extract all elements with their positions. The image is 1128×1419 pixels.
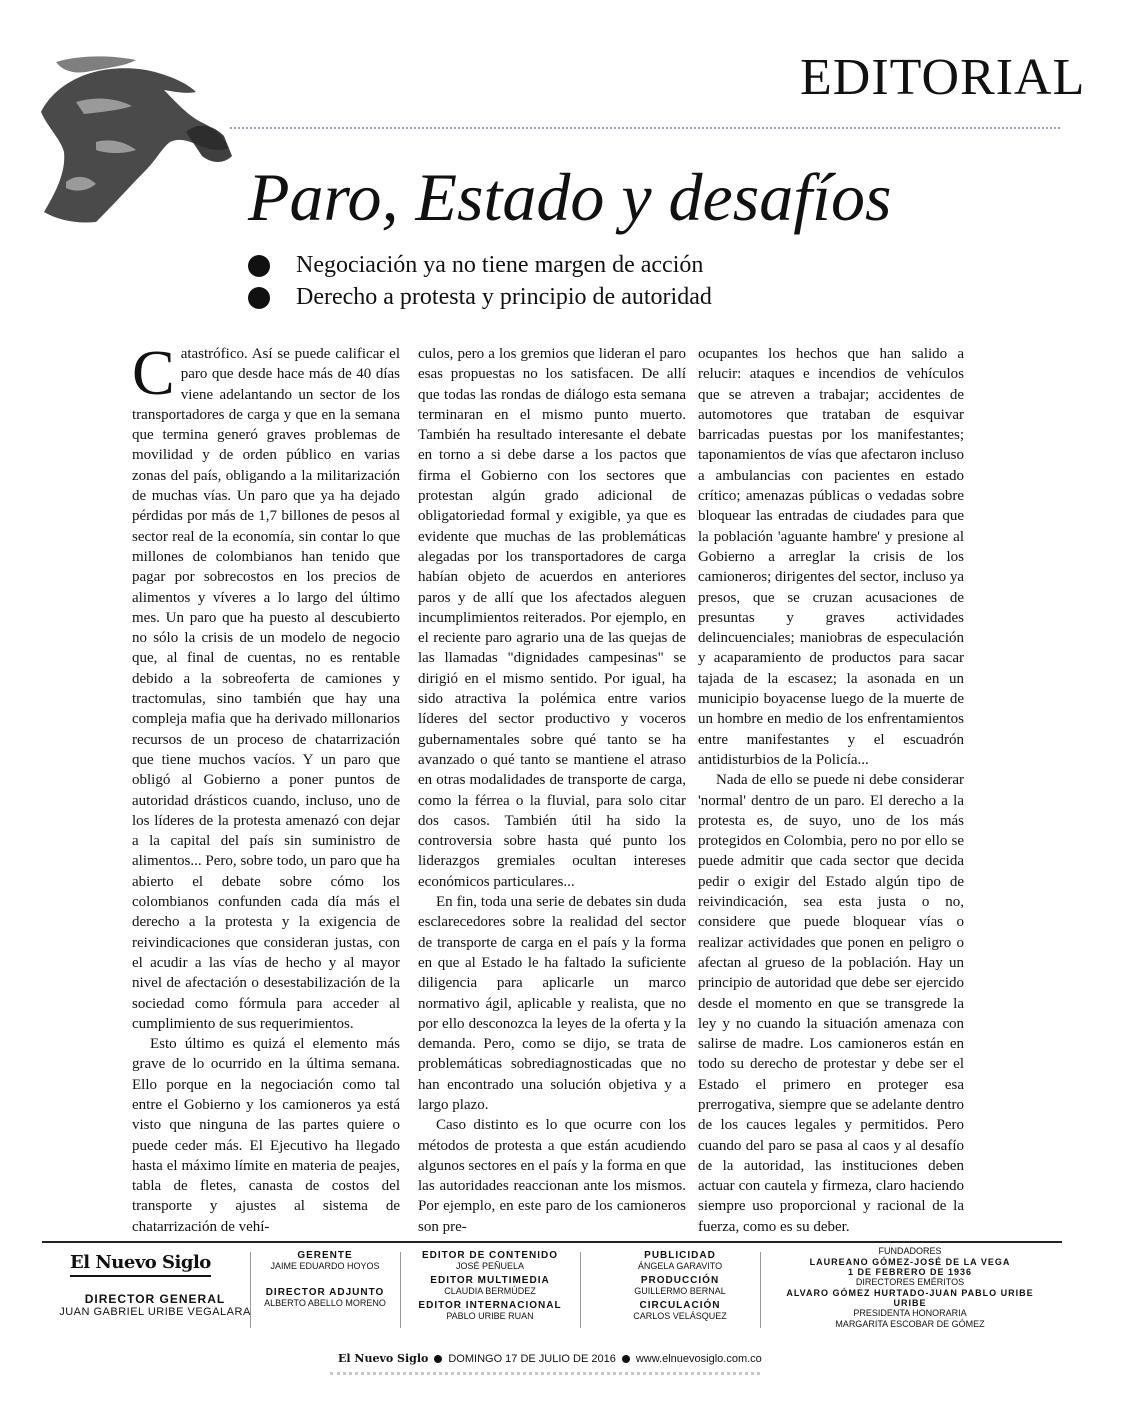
footer-dot-icon: [434, 1355, 442, 1363]
subheading-bullet: [248, 284, 712, 311]
drop-cap: C: [132, 337, 175, 408]
footer-dot-icon: [622, 1355, 630, 1363]
footer-url: www.elnuevosiglo.com.co: [635, 1352, 762, 1365]
article-paragraph: En fin, toda una serie de debates sin duda esclarecedores sobre la realidad del sector de transporte de carga en el país y la forma en que al Estado le ha faltado la suficiente diligencia para aplicarle un marco normativo ágil, aplicable y realista, que no por ello desconozca la leyes de la oferta y la demanda. Pero, como se dijo, se trata de problemáticas sobrediagnosticadas que no han encontrado una solución objetiva y a largo plazo.: [418, 894, 686, 1113]
bullet-dot-icon: [248, 255, 270, 277]
footer-brand: El Nuevo Siglo: [338, 1352, 429, 1365]
masthead-block-fundadores: FUNDADORES LAUREANO GÓMEZ-JOSÉ DE LA VEGA 1 DE FEBRERO DE 1936 DIRECTORES EMÉRITOS ALVARO GÓMEZ HURTADO-JUAN PABLO URIBE URIBE PRESIDENTA HONORARIA MARGARITA ESCOBAR DE GÓMEZ: [786, 1246, 1034, 1329]
subheading-text: Derecho a protesta y principio de autoridad: [296, 284, 712, 310]
bullet-dot-icon: [248, 287, 270, 309]
article-paragraph: Nada de ello se puede ni debe considerar 'normal' dentro de un paro. El derecho a la protesta es, de suyo, uno de los más protegidos en Colombia, pero no por ello se puede admitir que cada sector que decida pedir o exigir del Estado algún tipo de reivindicación, sea esta justa o no, considere que puede bloquear vías o realizar actividades que ponen en peligro o afectan al grueso de la población. Hay un principio de autoridad que debe ser ejercido desde el momento en que se transgrede la ley y no cuando la situación amenaza con salirse de madre. Los camioneros están en todo su derecho de protestar y debe ser el Estado el primero en proteger esa prerrogativa, siempre que se adelante dentro de los cauces legales y permitidos. Pero cuando del paro se pasa al caos y al desafío de la autoridad, las instituciones deben actuar con cautela y firmeza, claro haciendo siempre uso proporcional y racional de la fuerza, como es su deber.: [698, 772, 964, 1235]
print-artifact: [330, 1372, 760, 1383]
subheading-text: Negociación ya no tiene margen de acción: [296, 252, 704, 278]
article-paragraph: Esto último es quizá el elemento más grave de lo ocurrido en la última semana. Ello porque en la negociación como tal entre el Gobierno y los camioneros ya está visto que ninguna de las partes quiere o puede ceder más. El Ejecutivo ha llegado hasta el máximo límite en materia de peajes, tabla de fletes, canasta de costos del transporte y ajustes al sistema de chatarrización de vehí-: [132, 1036, 400, 1235]
article-paragraph: culos, pero a los gremios que lideran el paro esas propuestas no los satisfacen. De allí que todas las rondas de diálogo esta semana terminaran en el mismo punto muerto. También ha resultado interesante el debate en torno a si debe darse a los pactos que firma el Gobierno con los sectores que protestan algún grado adicional de obligatoriedad formal y exigible, ya que es evidente que muchas de las problemáticas alegadas por los transportadores de carga habían objeto de acuerdos en anteriores paros y de allí que los afectados aleguen incumplimientos reiterados. Por ejemplo, en el reciente paro agrario una de las quejas de las llamadas "dignidades campesinas" se dirigió en el mismo sentido. Por igual, ha sido atractiva la polémica entre varios líderes del sector productivo y voceros gubernamentales sobre qué tanto se ha avanzado o qué tanto se mantiene el atraso en otras modalidades de transporte de carga, como la férrea o la fluvial, para solo citar dos casos. También útil ha sido la controversia sobre hasta qué punto los liderazgos gremiales ocultan intereses económicos particulares...: [418, 346, 686, 890]
masthead-separator: [580, 1252, 581, 1328]
footer-date: DOMINGO 17 DE JULIO DE 2016: [448, 1352, 616, 1365]
header-divider: [230, 127, 1060, 129]
article-paragraph: Caso distinto es lo que ocurre con los métodos de protesta a que están acudiendo algunos sectores en el país y la forma en que las autoridades reaccionan ante los mismos. Por ejemplo, en este paro de los camioneros son pre-: [418, 1117, 686, 1235]
page-footer: [338, 1352, 762, 1365]
masthead-block-gerente: GERENTE JAIME EDUARDO HOYOS DIRECTOR ADJUNTO ALBERTO ABELLO MORENO: [264, 1250, 386, 1308]
masthead-separator: [250, 1252, 251, 1328]
masthead-divider: [42, 1241, 1062, 1243]
article-paragraph: ocupantes los hechos que han salido a relucir: ataques e incendios de vehículos que se atreven a trabajar; accidentes de automotores que trataban de esquivar barricadas puestas por los manifestantes; taponamientos de vías que afectaron incluso a ambulancias con pacientes en estado crítico; amenazas públicas o vedadas sobre bloquear las entradas de ciudades para que la población 'aguante hambre' y presione al Gobierno a arreglar la crisis de los camioneros; dirigentes del sector, incluso ya presos, que se cruzan acusaciones de presuntas y graves actividades delincuenciales; maniobras de especulación y acaparamiento de productos para sacar tajada de la escasez; la asonada en un municipio boyacense luego de la muerte de un hombre en medio de los enfrentamientos entre manifestantes y el escuadrón antidisturbios de la Policía...: [698, 346, 964, 768]
masthead-block-servicios: PUBLICIDAD ÁNGELA GARAVITO PRODUCCIÓN GUILLERMO BERNAL CIRCULACIÓN CARLOS VELÁSQUEZ: [633, 1250, 727, 1321]
article-column-2: [418, 344, 686, 1237]
horse-sculpture-image: [36, 52, 236, 232]
subheading-bullet: [248, 252, 703, 279]
headline: Paro, Estado y desafíos: [248, 159, 892, 235]
newspaper-logo: El Nuevo Siglo: [70, 1252, 211, 1277]
director-name: JUAN GABRIEL URIBE VEGALARA: [59, 1306, 251, 1318]
article-column-3: [698, 344, 964, 1237]
article-column-1: [132, 337, 400, 1237]
article-paragraph: Catastrófico. Así se puede calificar el paro que desde hace más de 40 días viene adelantando un sector de los transportadores de carga y que en la semana que termina generó graves problemas de movilidad y de orden público en varias zonas del país, obligando a la militarización de muchas vías. Un paro que ya ha dejado pérdidas por más de 1,7 billones de pesos al sector real de la economía, sin contar lo que millones de colombianos han tenido que pagar por sobrecostos en los precios de alimentos y víveres a lo largo del último mes. Un paro que ha puesto al descubierto no sólo la crisis de un modelo de negocio que, al final de cuentas, no es rentable debido a la sobreoferta de camiones y tractomulas, sino también que hay una compleja mafia que ha derivado millonarios recursos de un proceso de chatarrización que tiene muchos vacíos. Y un paro que obligó al Gobierno a poner puntos de autoridad drásticos cuando, incluso, uno de los líderes de la protesta amenazó con dejar a la capital del país sin suministro de alimentos... Pero, sobre todo, un paro que ha abierto el debate sobre cómo los colombianos confunden cada día más el derecho a la protesta y la exigencia de reivindicaciones que consideran justas, con el acudir a las vías de hecho y al mayor nivel de afectación o desestabilización de la sociedad como fórmula para acceder al cumplimiento de sus requerimientos.: [132, 337, 400, 1032]
director-label: DIRECTOR GENERAL: [84, 1292, 226, 1306]
masthead-block-editores: EDITOR DE CONTENIDO JOSÉ PEÑUELA EDITOR MULTIMEDIA CLAUDIA BERMÚDEZ EDITOR INTERNACIONAL PABLO URIBE RUAN: [418, 1250, 562, 1321]
section-label: EDITORIAL: [800, 49, 1086, 106]
masthead-separator: [400, 1252, 401, 1328]
masthead-separator: [760, 1252, 761, 1328]
